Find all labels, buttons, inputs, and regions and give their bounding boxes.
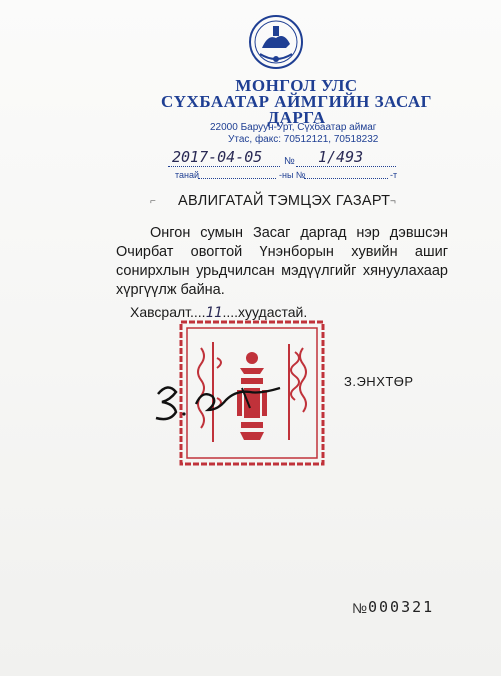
handwritten-number: 1/493 (318, 148, 364, 166)
letterhead-line2: СҮХБААТАР АЙМГИЙН ЗАСАГ (160, 92, 432, 111)
body-paragraph: Онгон сумын Засаг даргад нэр дэвшсэн Очирбат овогтой Үнэнборын хувийн ашиг сонирхлын урьдчилсан мэдүүлгийг хянуулахаар хүргүүлж байна. (116, 225, 448, 298)
corner-mark-right: ¬ (390, 196, 396, 207)
attachment-suffix: ....хуудастай. (222, 304, 308, 320)
ref-no-underline (304, 178, 388, 179)
addressee: АВЛИГАТАЙ ТЭМЦЭХ ГАЗАРТ (178, 193, 391, 209)
handwritten-date: 2017-04-05 (172, 148, 263, 166)
letter-body (116, 224, 448, 300)
letterhead-line1: МОНГОЛ УЛС (235, 76, 358, 95)
date-underline (168, 166, 280, 167)
state-emblem-icon (248, 14, 304, 70)
handwritten-signature (150, 374, 300, 424)
corner-mark-left: ⌐ (150, 196, 156, 207)
letterhead-phone: Утас, факс: 70512121, 70518232 (228, 134, 379, 145)
ref-to-label: танай (175, 170, 200, 180)
letterhead-line3: ДАРГА (267, 108, 326, 127)
ref-suffix: -т (390, 170, 398, 180)
letterhead-address: 22000 Баруун-Урт, Сүхбаатар аймаг (210, 122, 377, 133)
ref-no-label: -ны № (279, 170, 306, 180)
serial-mark: № (352, 600, 368, 616)
attachment-prefix: Хавсралт.... (130, 304, 206, 320)
attachment-count: 11 (205, 305, 223, 321)
serial-number: 000321 (368, 598, 435, 616)
number-label: № (284, 156, 295, 167)
ref-to-underline (198, 178, 276, 179)
number-underline (296, 166, 396, 167)
signer-name: З.ЭНХТӨР (344, 374, 414, 389)
